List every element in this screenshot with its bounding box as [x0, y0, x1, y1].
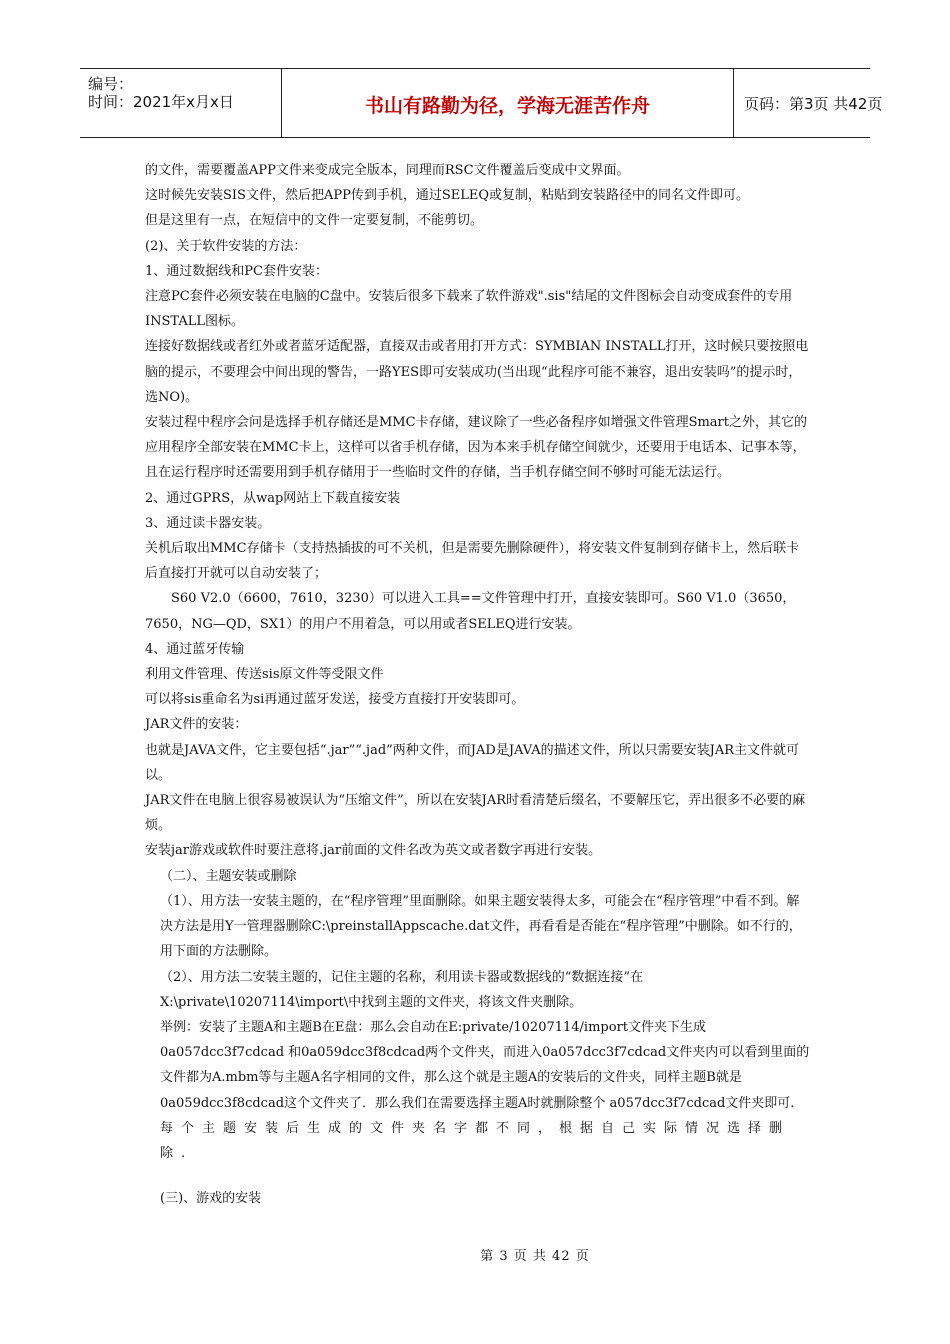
page-number-label: 页码：第3页 共42页 — [744, 95, 883, 113]
paragraph: 每个主题安装后生成的文件夹名字都不同，根据自己实际情况选择删除. — [160, 1120, 791, 1161]
motto-text: 书山有路勤为径，学海无涯苦作舟 — [364, 95, 650, 117]
paragraph: JAR文件在电脑上很容易被误认为“压缩文件”，所以在安装JAR时看清楚后缀名，不要解压它，弄出很多不必要的麻烦。 — [145, 793, 806, 834]
paragraph: 的文件，需要覆盖APP文件来变成完全版本，同理而RSC文件覆盖后变成中文界面。 — [145, 163, 630, 178]
page-header — [80, 68, 883, 138]
section-heading: （二）、主题安装或删除 — [160, 868, 297, 884]
paragraph: 关机后取出MMC存储卡（支持热插拔的可不关机，但是需要先删除硬件），将安装文件复制到存储卡上，然后联卡后直接打开就可以自动安装了； — [145, 541, 800, 582]
subsection-heading: 3、通过读卡器安装。 — [145, 515, 271, 531]
paragraph: 这时候先安装SIS文件，然后把APP传到手机，通过SELEQ或复制，粘贴到安装路径中的同名文件即可。 — [145, 188, 750, 204]
paragraph: （2）、用方法二安装主题的，记住主题的名称，利用读卡器或数据线的“数据连接”在X:\private\10207114\import\中找到主题的文件夹，将该文件夹删除。 — [160, 969, 644, 1010]
subsection-heading: 1、通过数据线和PC套件安装： — [145, 263, 328, 279]
header-meta-cell — [80, 69, 282, 137]
document-body — [145, 158, 810, 1211]
paragraph: 举例：安装了主题A和主题B在E盘：那么会自动在E:private/10207114/import文件夹下生成0a057dcc3f7cdcad 和0a059dcc3f8cdcad两个文件夹，而进入0a057dcc3f7cdcad文件夹内可以看到里面的文件都为A.mbm等与主题A名字相同的文件，那么这个就是主题A的安装后的文件夹，同样主题B就是0a059dcc3f8cdcad这个文件夹了．那么我们在需要选择主题A时就删除整个 a057dcc3f7cdcad文件夹即可. — [160, 1019, 810, 1111]
header-motto-cell — [282, 69, 734, 137]
header-page-cell — [734, 69, 883, 137]
paragraph: 安装过程中程序会问是选择手机存储还是MMC卡存储，建议除了一些必备程序如增强文件管理Smart之外，其它的应用程序全部安装在MMC卡上，这样可以省手机存储，因为本来手机存储空间就少，还要用于电话本、记事本等，且在运行程序时还需要用到手机存储用于一些临时文件的存储，当手机存储空间不够时可能无法运行。 — [145, 415, 807, 481]
subsection-heading: 2、通过GPRS，从wap网站上下载直接安装 — [145, 490, 401, 506]
date-label: 时间：2021年x月x日 — [88, 93, 234, 111]
paragraph: 可以将sis重命名为si再通过蓝牙发送，接受方直接打开安装即可。 — [145, 692, 525, 708]
page-footer: 第 3 页 共 42 页 — [480, 1249, 590, 1264]
serial-number-label: 编号： — [88, 75, 134, 93]
paragraph: 注意PC套件必须安装在电脑的C盘中。安装后很多下载来了软件游戏".sis"结尾的文件图标会自动变成套件的专用INSTALL图标。 — [145, 289, 793, 330]
paragraph: 安装jar游戏或软件时要注意将.jar前面的文件名改为英文或者数字再进行安装。 — [145, 843, 602, 859]
paragraph: 但是这里有一点，在短信中的文件一定要复制，不能剪切。 — [145, 213, 484, 229]
paragraph: 利用文件管理、传送sis原文件等受限文件 — [145, 667, 384, 683]
paragraph: 也就是JAVA文件，它主要包括“.jar”“.jad”两种文件，而JAD是JAVA的描述文件，所以只需要安装JAR主文件就可以。 — [145, 742, 800, 783]
paragraph: S60 V2.0（6600，7610，3230）可以进入工具==文件管理中打开，直接安装即可。S60 V1.0（3650，7650，NG—QD，SX1）的用户不用着急，可以用或者SELEQ进行安装。 — [145, 591, 796, 632]
paragraph: （1）、用方法一安装主题的，在“程序管理”里面删除。如果主题安装得太多，可能会在“程序管理”中看不到。解决方法是用Y一管理器删除C:\preinstallAppscache.dat文件，再看看是否能在“程序管理”中删除。如不行的，用下面的方法删除。 — [160, 893, 802, 960]
section-heading: (2)、关于软件安装的方法： — [145, 238, 307, 254]
paragraph: 连接好数据线或者红外或者蓝牙适配器，直接双击或者用打开方式：SYMBIAN INSTALL打开，这时候只要按照电脑的提示，不要理会中间出现的警告，一路YES即可安装成功(当出现“此程序可能不兼容，退出安装吗”的提示时，选NO)。 — [145, 339, 809, 405]
section-heading: JAR文件的安装： — [145, 717, 248, 733]
subsection-heading: 4、通过蓝牙传输 — [145, 641, 245, 657]
section-heading: (三)、游戏的安装 — [160, 1191, 262, 1207]
